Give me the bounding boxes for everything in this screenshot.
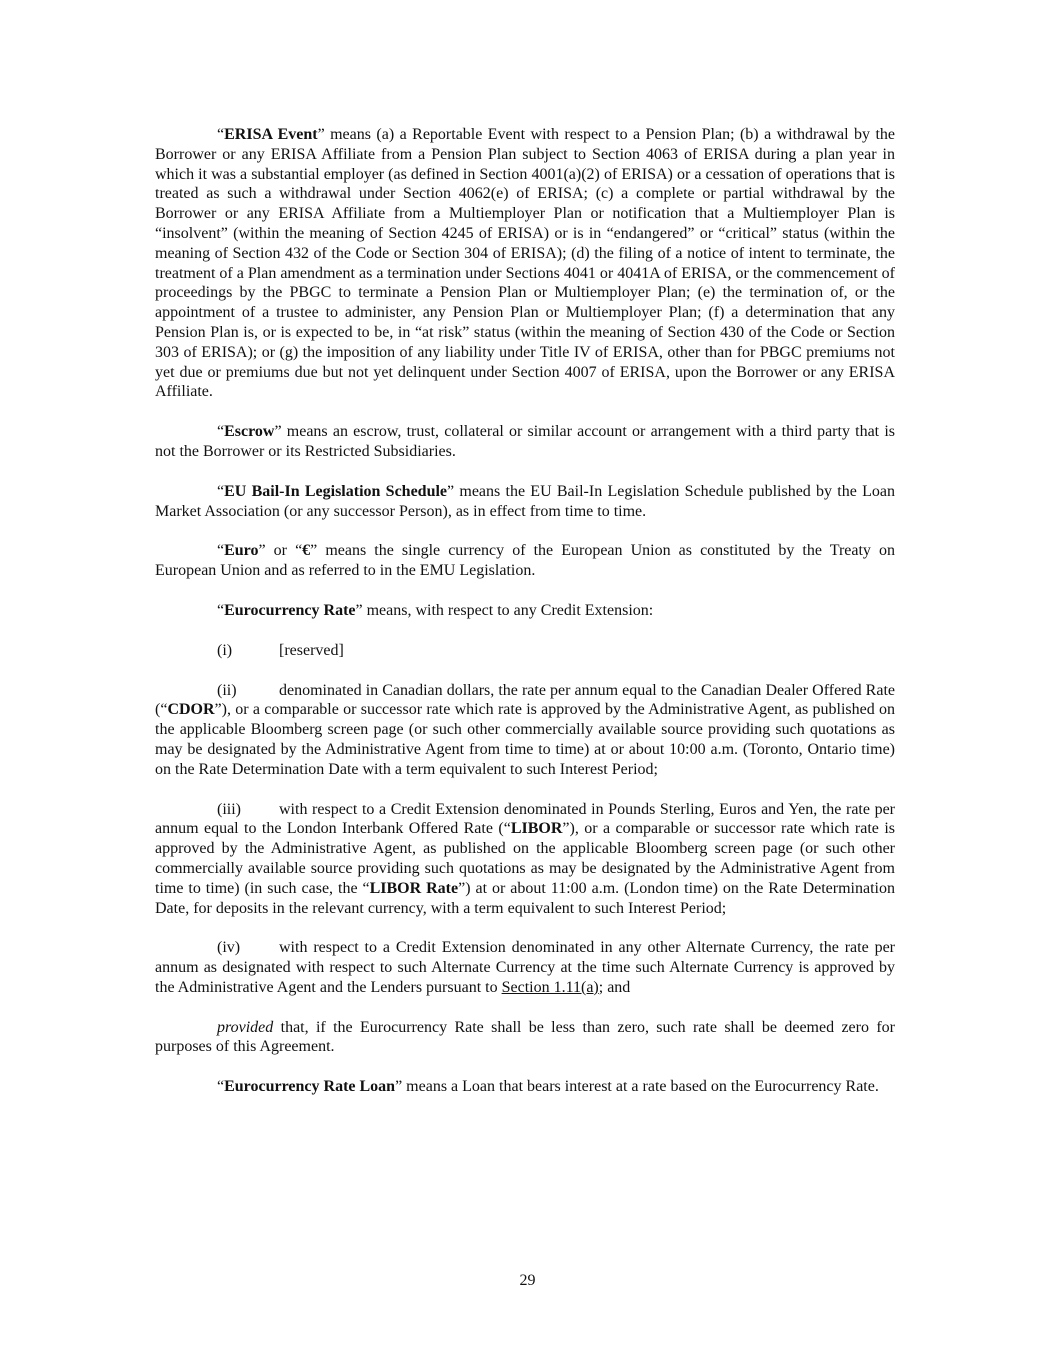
document-page bbox=[155, 125, 895, 1117]
clause-ii: (ii) denominated in Canadian dollars, the rate per annum equal to the Canadian Dealer Offered Rate (“CDOR”), or a comparable or successor rate which rate is approved by the Administrative Agent, as published on the applicable Bloomberg screen page (or such other commercially available source providing such quotations as may be designated by the Administrative Agent from time to time) at or about 10:00 a.m. (Toronto, Ontario time) on the Rate Determination Date with a term equivalent to such Interest Period; bbox=[155, 681, 895, 778]
definition-text: ” means the EU Bail-In Legislation Schedule published by the Loan Market Association (or any successor Person), as in effect from time to time. bbox=[155, 482, 895, 520]
defined-term: Euro bbox=[224, 542, 259, 560]
clause-text: [reserved] bbox=[279, 641, 344, 659]
clause-number: (iv) bbox=[217, 939, 241, 957]
defined-term: CDOR bbox=[167, 701, 215, 719]
clause-number: (ii) bbox=[217, 681, 237, 699]
defined-term: ERISA Event bbox=[224, 126, 318, 143]
definition-escrow: “Escrow” means an escrow, trust, collateral or similar account or arrangement with a third party that is not the Borrower or its Restricted Subsidiaries. bbox=[155, 423, 895, 460]
defined-term: LIBOR bbox=[510, 820, 563, 838]
clause-number: (i) bbox=[217, 641, 233, 659]
definition-erisa-event: “ERISA Event” means (a) a Reportable Event with respect to a Pension Plan; (b) a withdrawal by the Borrower or any ERISA Affiliate from a Pension Plan subject to Section 4063 of ERISA during a plan year in which it was a substantial employer (as defined in Section 4001(a)(2) of ERISA) or a cessation of operations that is treated as such a withdrawal under Section 4062(e) of ERISA; (c) a complete or partial withdrawal by the Borrower or any ERISA Affiliate from a Multiemployer Plan or notification that a Multiemployer Plan is “insolvent” (within the meaning of Section 4245 of ERISA) or is in “endangered” or “critical” status (within the meaning of Section 432 of the Code or Section 304 of ERISA); (d) the filing of a notice of intent to terminate, the treatment of a Plan amendment as a termination under Sections 4041 or 4041A of ERISA, or the commencement of proceedings by the PBGC to terminate a Pension Plan or Multiemployer Plan; (e) the termination of, or the appointment of a trustee to administer, any Pension Plan or Multiemployer Plan; (f) a determination that any Pension Plan is, or is expected to be, in “at risk” status (within the meaning of Section 430 of the Code or Section 303 of ERISA); or (g) the imposition of any liability under Title IV of ERISA, other than for PBGC premiums not yet due or premiums due but not yet delinquent under Section 4007 of ERISA, upon the Borrower or any ERISA Affiliate. bbox=[155, 126, 895, 401]
definition-text: ” means, with respect to any Credit Extension: bbox=[355, 601, 654, 619]
defined-term: LIBOR Rate bbox=[369, 879, 459, 897]
defined-term: Escrow bbox=[224, 423, 275, 441]
defined-term: EU Bail-In Legislation Schedule bbox=[224, 482, 448, 500]
definition-euro: “Euro” or “€” means the single currency of the European Union as constituted by the Treaty on European Union and as referred to in the EMU Legislation. bbox=[155, 542, 895, 580]
proviso-word: provided bbox=[217, 1018, 274, 1036]
definition-text: ” means the single currency of the European Union as constituted by the Treaty on European Union and as referred to in the EMU Legislation. bbox=[155, 542, 895, 580]
clause-iv: (iv) with respect to a Credit Extension denominated in any other Alternate Currency, the rate per annum as designated with respect to such Alternate Currency at the time such Alternate Currency is approved by the Administrative Agent and the Lenders pursuant to Section 1.11(a); and bbox=[155, 939, 895, 996]
definition-eu-bail-in: “EU Bail-In Legislation Schedule” means the EU Bail-In Legislation Schedule published by the Loan Market Association (or any successor Person), as in effect from time to time. bbox=[155, 482, 895, 520]
defined-term: Eurocurrency Rate bbox=[224, 601, 356, 619]
defined-term: € bbox=[302, 542, 311, 560]
section-reference: Section 1.11(a) bbox=[501, 978, 599, 996]
definition-text: ” means an escrow, trust, collateral or similar account or arrangement with a third party that is not the Borrower or its Restricted Subsidiaries. bbox=[155, 423, 895, 460]
definition-eurocurrency-rate-loan: “Eurocurrency Rate Loan” means a Loan that bears interest at a rate based on the Eurocurrency Rate. bbox=[217, 1078, 879, 1096]
proviso-paragraph: provided that, if the Eurocurrency Rate shall be less than zero, such rate shall be deemed zero for purposes of this Agreement. bbox=[155, 1018, 895, 1056]
definition-eurocurrency-rate: “Eurocurrency Rate” means, with respect to any Credit Extension: bbox=[217, 601, 654, 619]
definition-text: ” means a Loan that bears interest at a rate based on the Eurocurrency Rate. bbox=[395, 1078, 879, 1096]
page-number: 29 bbox=[519, 1272, 536, 1289]
defined-term: Eurocurrency Rate Loan bbox=[224, 1078, 396, 1096]
clause-i bbox=[155, 641, 895, 661]
clause-iii: (iii) with respect to a Credit Extension denominated in Pounds Sterling, Euros and Yen, the rate per annum equal to the London Interbank Offered Rate (“LIBOR”), or a comparable or successor rate which rate is approved by the Administrative Agent, as published on the applicable Bloomberg screen page (or such other commercially available source providing such quotations as may be designated by the Administrative Agent from time to time) (in such case, the “LIBOR Rate”) at or about 11:00 a.m. (London time) on the Rate Determination Date, for deposits in the relevant currency, with a term equivalent to such Interest Period; bbox=[155, 800, 895, 917]
definition-text: ” means (a) a Reportable Event with respect to a Pension Plan; (b) a withdrawal by the Borrower or any ERISA Affiliate from a Pension Plan subject to Section 4063 of ERISA during a plan year in which it was a substantial employer (as defined in Section 4001(a)(2) of ERISA) or a cessation of operations that is treated as such a withdrawal under Section 4062(e) of ERISA; (c) a complete or partial withdrawal by the Borrower or any ERISA Affiliate from a Multiemployer Plan or notification that a Multiemployer Plan is “insolvent” (within the meaning of Section 4245 of ERISA) or is in “endangered” or “critical” status (within the meaning of Section 432 of the Code or Section 304 of ERISA); (d) the filing of a notice of intent to terminate, the treatment of a Plan amendment as a termination under Sections 4041 or 4041A of ERISA, or the commencement of proceedings by the PBGC to terminate a Pension Plan or Multiemployer Plan; (e) the termination of, or the appointment of a trustee to administer, any Pension Plan or Multiemployer Plan; (f) a determination that any Pension Plan is, or is expected to be, in “at risk” status (within the meaning of Section 430 of the Code or Section 303 of ERISA); or (g) the imposition of any liability under Title IV of ERISA, other than for PBGC premiums not yet due or premiums due but not yet delinquent under Section 4007 of ERISA, upon the Borrower or any ERISA Affiliate. bbox=[155, 126, 895, 401]
clause-number: (iii) bbox=[217, 800, 241, 818]
